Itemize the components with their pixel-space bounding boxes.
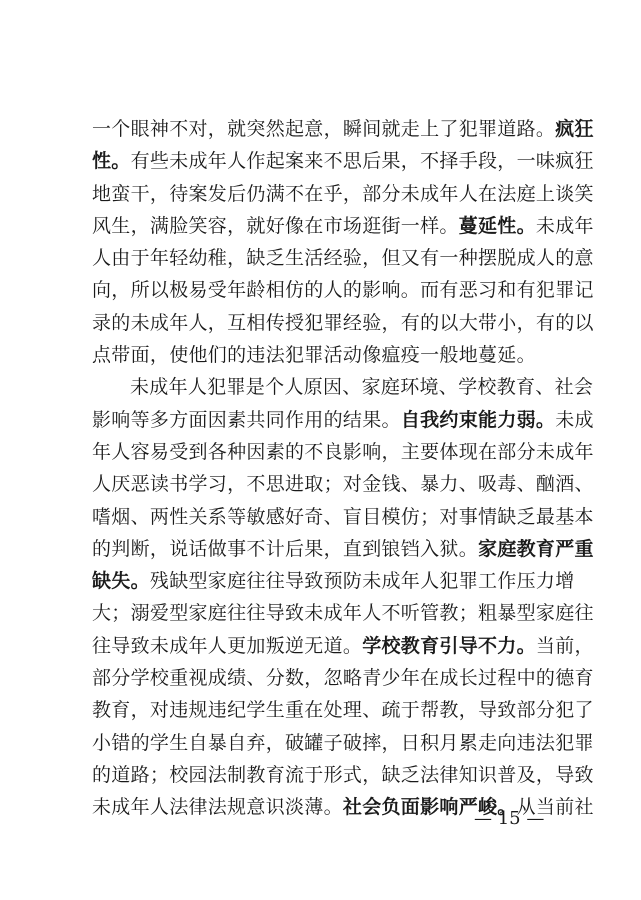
text-segment: 当前，: [535, 634, 594, 657]
text-line: [92, 404, 594, 436]
text-line: [92, 145, 594, 177]
text-segment: 从当前社: [516, 796, 594, 819]
text-line: [92, 759, 594, 791]
emphasis-text: 自我约束能力弱。: [400, 408, 556, 431]
text-line: [92, 178, 594, 210]
text-segment: 一个眼神不对，就突然起意，瞬间就走上了犯罪道路。: [92, 118, 556, 140]
text-line: [92, 727, 594, 759]
text-segment: 未成: [555, 408, 594, 431]
text-segment: 的判断，说话做事不计后果，直到锒铛入狱。: [92, 537, 479, 560]
emphasis-text: 学校教育引导不力。: [362, 634, 536, 657]
text-line: [92, 242, 594, 274]
emphasis-text: 家庭教育严重: [478, 537, 594, 560]
text-segment: 影响等多方面因素共同作用的结果。: [92, 408, 401, 431]
text-segment: 未成年人犯罪是个人原因、家庭环境、学校教育、社会: [130, 376, 594, 399]
emphasis-text: 缺失。: [92, 570, 150, 593]
text-line: [92, 274, 594, 306]
text-segment: 教育，对违规违纪学生重在处理、疏于帮教，导致部分犯了: [92, 699, 594, 722]
text-line: [92, 533, 594, 565]
text-line: [92, 436, 594, 468]
paragraph-first-line: [92, 371, 594, 403]
text-segment: 大；溺爱型家庭往往导致未成年人不听管教；粗暴型家庭往: [92, 602, 594, 625]
text-segment: 有些未成年人作起案来不思后果，不择手段，一味疯狂: [130, 150, 594, 173]
text-segment: 风生，满脸笑容，就好像在市场逛街一样。: [92, 214, 459, 237]
text-segment: 的道路；校园法制教育流于形式，缺乏法律知识普及，导致: [92, 763, 594, 786]
text-line: [92, 307, 594, 339]
text-segment: 未成年人法律法规意识淡薄。: [92, 796, 343, 819]
text-line: [92, 662, 594, 694]
text-segment: 地蛮干，待案发后仍满不在乎，部分未成年人在法庭上谈笑: [92, 182, 594, 205]
emphasis-text: 社会负面影响严峻。: [342, 796, 517, 819]
text-line: [92, 565, 575, 597]
text-line: [92, 339, 552, 371]
text-line: [92, 113, 594, 145]
text-segment: 年人容易受到各种因素的不良影响，主要体现在部分未成年: [92, 440, 594, 463]
emphasis-text: 疯狂: [555, 118, 594, 140]
text-line: [92, 210, 594, 242]
text-segment: 向，所以极易受年龄相仿的人的影响。而有恶习和有犯罪记: [92, 279, 594, 302]
text-line: [92, 597, 594, 629]
text-segment: 残缺型家庭往往导致预防未成年人犯罪工作压力增: [149, 570, 575, 593]
text-segment: 人厌恶读书学习，不思进取；对金钱、暴力、吸毒、酗酒、: [92, 473, 594, 496]
text-segment: 小错的学生自暴自弃，破罐子破摔，日积月累走向违法犯罪: [92, 731, 594, 754]
text-segment: 未成年: [535, 214, 594, 237]
text-line: [92, 694, 594, 726]
page-number: — 15 —: [474, 808, 545, 829]
body-text: [92, 113, 594, 824]
text-segment: 点带面，使他们的违法犯罪活动像瘟疫一般地蔓延。: [92, 344, 536, 367]
emphasis-text: 性。: [92, 150, 131, 173]
text-segment: 录的未成年人，互相传授犯罪经验，有的以大带小，有的以: [92, 311, 594, 334]
text-segment: 部分学校重视成绩、分数，忽略青少年在成长过程中的德育: [92, 667, 594, 690]
text-line: [92, 630, 594, 662]
emphasis-text: 蔓延性。: [458, 214, 536, 237]
text-segment: 人由于年轻幼稚，缺乏生活经验，但又有一种摆脱成人的意: [92, 247, 594, 270]
text-line: [92, 501, 594, 533]
text-line: [92, 468, 594, 500]
text-segment: 嗜烟、两性关系等敏感好奇、盲目模仿；对事情缺乏最基本: [92, 505, 594, 528]
text-segment: 往导致未成年人更加叛逆无道。: [92, 634, 363, 657]
